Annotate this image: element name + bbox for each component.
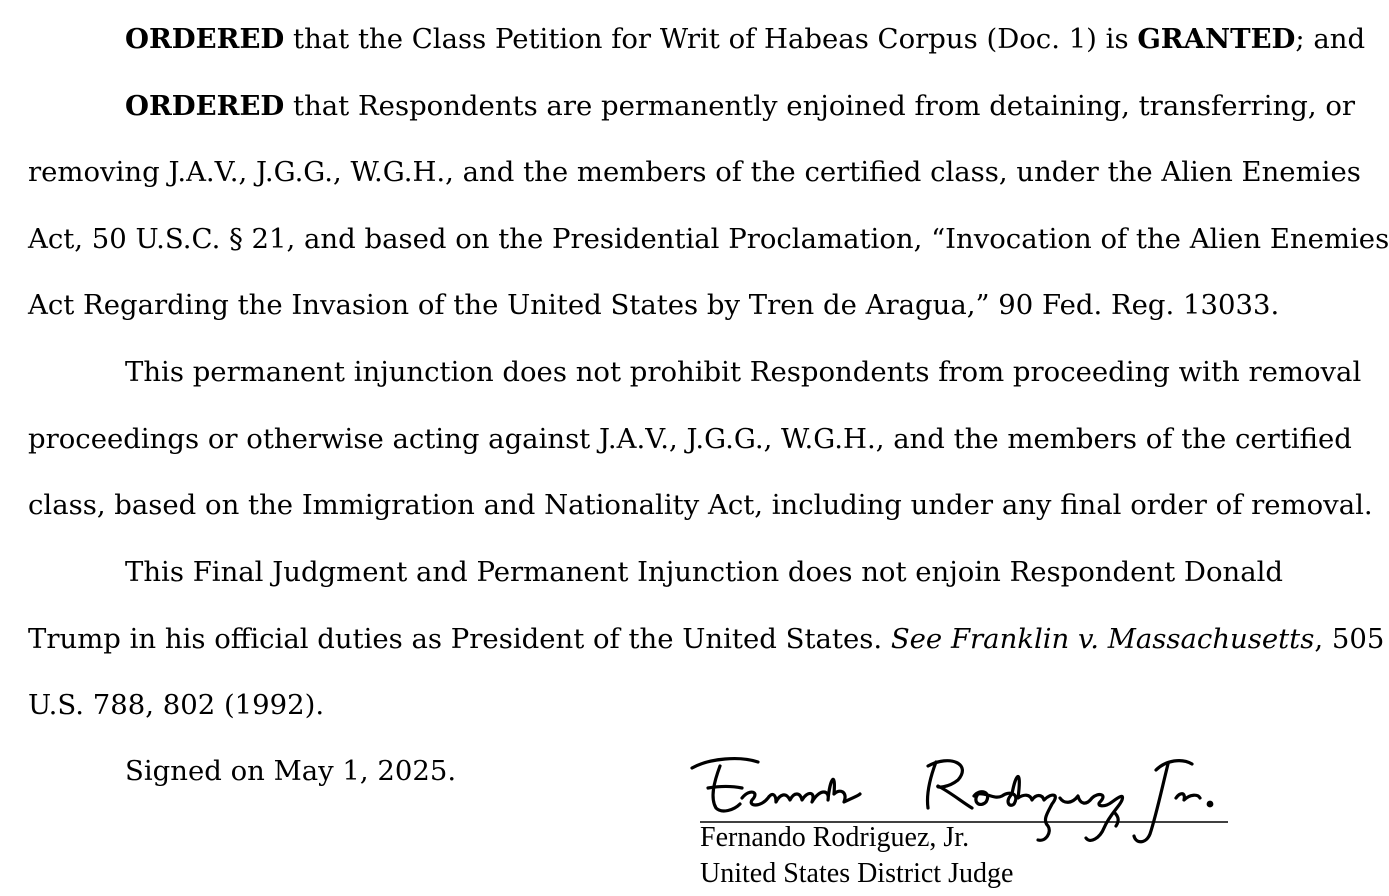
paragraph-4-line-2: [28, 622, 1385, 656]
order-injunction-line-3: Act, 50 U.S.C. § 21, and based on the Presidential Proclamation, “Invocation of the Alien Enemies: [28, 223, 1389, 255]
order-injunction-text: that Respondents are permanently enjoined from detaining, transferring, or: [284, 90, 1356, 122]
citation-volume: , 505: [1314, 623, 1385, 655]
paragraph-4-line-3: U.S. 788, 802 (1992).: [28, 689, 325, 721]
case-citation: See Franklin v. Massachusetts: [890, 623, 1315, 655]
ordered-label: ORDERED: [125, 23, 285, 55]
order-granted-tail: ; and: [1295, 23, 1366, 55]
signature-block: [680, 748, 1240, 896]
signed-date: Signed on May 1, 2025.: [125, 755, 457, 787]
order-injunction-line-2: removing J.A.V., J.G.G., W.G.H., and the members of the certified class, under the Alien Enemies: [28, 156, 1361, 188]
order-injunction-line-4: Act Regarding the Invasion of the United States by Tren de Aragua,” 90 Fed. Reg. 13033.: [28, 289, 1280, 321]
ordered-label: ORDERED: [125, 90, 285, 122]
signer-name: Fernando Rodriguez, Jr.: [700, 822, 970, 853]
paragraph-3-line-1: This permanent injunction does not prohibit Respondents from proceeding with removal: [125, 356, 1362, 388]
order-injunction-line-1: [125, 89, 1356, 123]
paragraph-4-text: Trump in his official duties as President of the United States.: [28, 623, 891, 655]
order-granted-line: [125, 22, 1366, 56]
order-granted-text: that the Class Petition for Writ of Habeas Corpus (Doc. 1) is: [284, 23, 1138, 55]
granted-label: GRANTED: [1137, 23, 1296, 55]
paragraph-3-line-3: class, based on the Immigration and Nationality Act, including under any final order of removal.: [28, 489, 1373, 521]
paragraph-4-line-1: This Final Judgment and Permanent Injunction does not enjoin Respondent Donald: [125, 556, 1284, 588]
paragraph-3-line-2: proceedings or otherwise acting against J.A.V., J.G.G., W.G.H., and the members of the certified: [28, 423, 1352, 455]
signer-title: United States District Judge: [700, 858, 1014, 889]
